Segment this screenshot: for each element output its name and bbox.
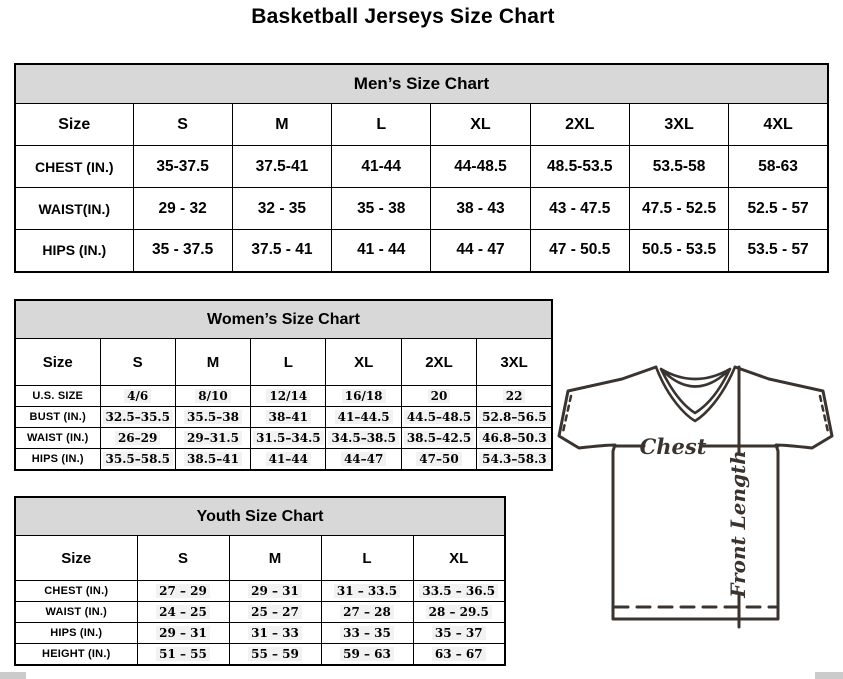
chest-label: Chest [639,434,707,459]
cell [137,644,229,665]
cell [401,449,476,470]
cell-value: 12/14 [266,389,310,403]
cell-value: 20 [428,389,451,403]
size-column-header: Size [15,104,133,146]
cell [232,146,331,188]
cell-value: 59 – 63 [340,647,394,661]
cell [251,407,326,428]
cell-value: 38–41 [266,410,311,424]
cell [251,449,326,470]
cell-value: 29 - 32 [158,199,207,217]
jersey-collar-shape [656,367,735,421]
page-title: Basketball Jerseys Size Chart [251,5,555,28]
cell-value: 22 [503,389,526,403]
cell-value: 35-37.5 [156,157,209,175]
cell [729,230,828,272]
cell [137,602,229,623]
cell-value: 41 - 44 [357,241,406,259]
column-header-l: L [321,536,413,581]
cell-value: 25 – 27 [248,605,302,619]
cell [229,623,321,644]
cell [100,428,175,449]
column-header-s: S [100,339,175,386]
row-label: HIPS (IN.) [15,623,137,644]
cell-value: 47–50 [416,452,461,466]
column-header-s: S [137,536,229,581]
cell-value: 53.5-58 [652,157,706,175]
row-label: WAIST(IN.) [15,188,133,230]
row-label: BUST (IN.) [15,407,100,428]
cell [326,428,401,449]
cell [413,644,505,665]
cell [530,230,629,272]
cell-value: 29 – 31 [248,584,302,598]
cell-value: 34.5–38.5 [328,431,398,445]
cell-value: 26–29 [115,431,160,445]
cell [326,407,401,428]
table-row [15,602,505,623]
table-row [15,407,552,428]
cell [413,581,505,602]
cell-value: 48.5-53.5 [547,157,613,175]
cell [100,449,175,470]
cell [251,386,326,407]
cell [401,428,476,449]
cell [229,581,321,602]
front-length-label: Front Length [726,450,750,598]
cell-value: 50.5 - 53.5 [641,241,717,259]
cell-value: 51 – 55 [156,647,210,661]
cell [729,146,828,188]
row-label: U.S. SIZE [15,386,100,407]
column-header-m: M [232,104,331,146]
cell [229,602,321,623]
cell-value: 35 - 37.5 [152,241,214,259]
cell-value: 37.5 - 41 [251,241,313,259]
cell [413,623,505,644]
cell-value: 29–31.5 [184,431,242,445]
row-label: HEIGHT (IN.) [15,644,137,665]
youth-size-chart-table [14,496,506,666]
cell [175,386,250,407]
cell [100,407,175,428]
cell-value: 38.5–41 [184,452,242,466]
column-header-xl: XL [431,104,530,146]
cell-value: 47.5 - 52.5 [641,199,717,217]
cell-value: 44.5–48.5 [404,410,474,424]
column-header-4xl: 4XL [729,104,828,146]
cell-value: 44 - 47 [456,241,505,259]
cell-value: 35 - 38 [357,199,406,217]
column-header-m: M [229,536,321,581]
cell [133,188,232,230]
cell-value: 28 – 29.5 [426,605,492,619]
size-column-header: Size [15,536,137,581]
cell-value: 16/18 [342,389,386,403]
cell [530,188,629,230]
cell [477,386,552,407]
cell-value: 44–47 [341,452,386,466]
cell-value: 31.5–34.5 [253,431,323,445]
cell [326,449,401,470]
column-header-2xl: 2XL [401,339,476,386]
cell-value: 58-63 [758,157,798,175]
cell [232,188,331,230]
cell [629,230,728,272]
table-row [15,449,552,470]
column-header-s: S [133,104,232,146]
row-label: HIPS (IN.) [15,449,100,470]
cell-value: 29 – 31 [156,626,210,640]
cell-value: 4/6 [124,389,151,403]
column-header-l: L [251,339,326,386]
cell [332,146,431,188]
cell [431,230,530,272]
cell [530,146,629,188]
cell-value: 31 – 33 [248,626,302,640]
cell-value: 35.5–58.5 [103,452,173,466]
jersey-measurement-diagram [552,358,842,679]
cell [326,386,401,407]
cell-value: 41–44.5 [335,410,393,424]
column-header-m: M [175,339,250,386]
cell [401,407,476,428]
size-column-header: Size [15,339,100,386]
cell [321,581,413,602]
cell [100,386,175,407]
row-label: CHEST (IN.) [15,146,133,188]
cell [629,146,728,188]
table-row [15,230,828,272]
cell [477,428,552,449]
column-header-2xl: 2XL [530,104,629,146]
cell-value: 24 – 25 [156,605,210,619]
cell [137,623,229,644]
cell [175,449,250,470]
cell-value: 52.5 - 57 [747,199,809,217]
cell [332,188,431,230]
column-header-xl: XL [326,339,401,386]
table-row [15,623,505,644]
table-row [15,428,552,449]
cell-value: 32.5–35.5 [103,410,173,424]
cell-value: 38.5–42.5 [404,431,474,445]
column-header-xl: XL [413,536,505,581]
cell-value: 37.5-41 [255,157,309,175]
column-header-l: L [332,104,431,146]
cell-value: 38 - 43 [456,199,505,217]
cell-value: 54.3–58.3 [479,452,549,466]
mens-size-chart-table [14,63,829,273]
cell [133,230,232,272]
cell [729,188,828,230]
horizontal-scrollbar-fragment-left[interactable] [0,672,26,679]
row-label: CHEST (IN.) [15,581,137,602]
womens-chart-title: Women’s Size Chart [15,300,552,339]
table-row [15,188,828,230]
cell [321,644,413,665]
cell-value: 33.5 – 36.5 [419,584,498,598]
cell [321,623,413,644]
youth-chart-title: Youth Size Chart [15,497,505,536]
cell [629,188,728,230]
cell-value: 35 – 37 [432,626,486,640]
cell [431,146,530,188]
cell-value: 27 – 29 [156,584,210,598]
cell-value: 8/10 [195,389,230,403]
table-row [15,644,505,665]
cell [251,428,326,449]
table-row [15,581,505,602]
cell-value: 52.8–56.5 [479,410,549,424]
cell-value: 43 - 47.5 [549,199,611,217]
cell-value: 63 – 67 [432,647,486,661]
cell-value: 47 - 50.5 [549,241,611,259]
cell-value: 44-48.5 [454,157,507,175]
row-label: WAIST (IN.) [15,428,100,449]
cell [175,407,250,428]
cell-value: 41–44 [266,452,311,466]
cell-value: 35.5–38 [184,410,242,424]
cell [321,602,413,623]
table-row [15,386,552,407]
cell [413,602,505,623]
cell [332,230,431,272]
cell [401,386,476,407]
cell-value: 33 – 35 [340,626,394,640]
cell [229,644,321,665]
womens-size-chart-table [14,299,553,471]
cell-value: 55 – 59 [248,647,302,661]
cell [133,146,232,188]
cell [477,449,552,470]
row-label: HIPS (IN.) [15,230,133,272]
column-header-3xl: 3XL [477,339,552,386]
cell-value: 53.5 - 57 [747,241,809,259]
cell [232,230,331,272]
cell [137,581,229,602]
row-label: WAIST (IN.) [15,602,137,623]
table-row [15,146,828,188]
cell-value: 46.8–50.3 [479,431,549,445]
cell [175,428,250,449]
cell-value: 31 – 33.5 [334,584,400,598]
cell [477,407,552,428]
cell-value: 32 - 35 [257,199,307,217]
mens-chart-title: Men’s Size Chart [15,64,828,104]
jersey-outline-shape [559,367,832,619]
cell [431,188,530,230]
horizontal-scrollbar-fragment-right[interactable] [815,672,843,679]
cell-value: 41-44 [361,157,402,175]
cell-value: 27 – 28 [340,605,394,619]
column-header-3xl: 3XL [629,104,728,146]
